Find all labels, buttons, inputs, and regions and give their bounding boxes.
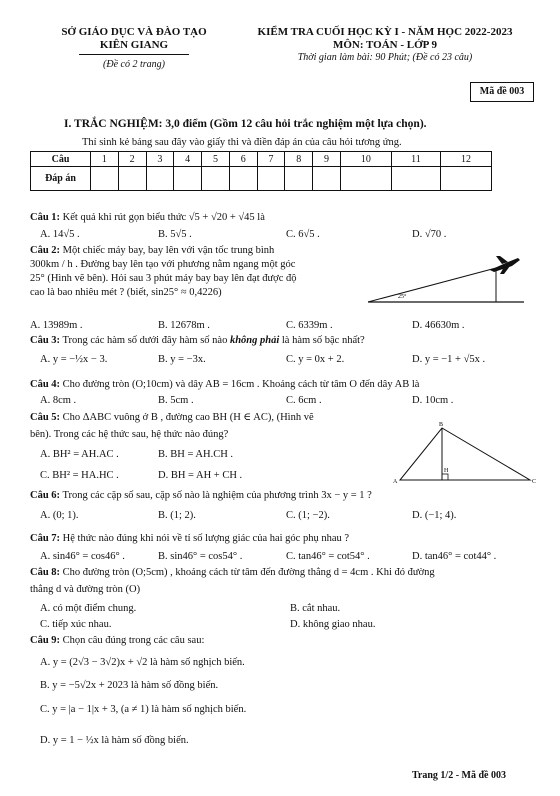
q9-option-c: C. y = |a − 1|x + 3, (a ≠ 1) là hàm số nghịch biến.	[40, 704, 247, 715]
q5-option-d: D. BH = AH + CH .	[158, 470, 243, 481]
q7-option-d: D. tan46° = cot44° .	[412, 551, 497, 562]
answer-col-number: 3	[146, 152, 174, 167]
answer-col-number: 12	[441, 152, 492, 167]
question-6	[30, 490, 372, 501]
question-5	[30, 411, 390, 442]
question-3	[30, 335, 365, 346]
vertex-label-b: B	[439, 422, 444, 428]
question-text: Một chiếc máy bay, bay lên với vận tốc trung bình	[62, 245, 275, 256]
answer-col-number: 10	[340, 152, 391, 167]
question-emphasis: không phải	[229, 335, 280, 346]
question-label: Câu 1:	[30, 212, 61, 223]
answer-col-number: 11	[391, 152, 440, 167]
answer-cell	[391, 167, 440, 191]
q7-option-c: C. tan46° = cot54° .	[286, 551, 370, 562]
question-label: Câu 4:	[30, 379, 61, 390]
answer-col-number: 1	[91, 152, 119, 167]
answer-table	[30, 151, 492, 191]
q9-option-a: A. y = (2√3 − 3√2)x + √2 là hàm số nghịch biến.	[40, 657, 245, 668]
exam-title: KIỂM TRA CUỐI HỌC KỲ I - NĂM HỌC 2022-2023	[257, 26, 513, 38]
answer-col-number: 5	[202, 152, 230, 167]
q4-option-c: C. 6cm .	[286, 395, 322, 406]
question-label: Câu 8:	[30, 567, 61, 578]
answer-col-number: 9	[313, 152, 341, 167]
q7-option-a: A. sin46° = cos46° .	[40, 551, 125, 562]
answer-table-header: Câu	[31, 152, 91, 167]
answer-cell	[340, 167, 391, 191]
answer-cell	[313, 167, 341, 191]
question-label: Câu 7:	[30, 533, 61, 544]
question-label: Câu 3:	[30, 335, 61, 346]
q2-option-a: A. 13989m .	[30, 320, 83, 331]
q2-option-b: B. 12678m .	[158, 320, 210, 331]
question-text: cao là bao nhiêu mét ? (biết, sin25° ≈ 0,4226)	[30, 287, 222, 298]
page-footer: Trang 1/2 - Mã đề 003	[412, 770, 506, 781]
answer-cell	[91, 167, 119, 191]
triangle-figure	[390, 420, 540, 486]
q1-option-b: B. 5√5 .	[158, 229, 192, 240]
angle-label: 25°	[398, 294, 407, 300]
question-text: Cho đường tròn (O;5cm) , khoảng cách từ tâm đến đường thẳng d = 4cm . Khi đó đường	[62, 567, 435, 578]
subject: MÔN: TOÁN - LỚP 9	[332, 39, 438, 51]
question-2	[30, 244, 360, 300]
question-text: Cho đường tròn (O;10cm) và dây AB = 16cm . Khoảng cách từ tâm O đến dây AB là	[62, 379, 420, 390]
q8-option-a: A. có một điểm chung.	[40, 603, 137, 614]
q6-option-d: D. (−1; 4).	[412, 510, 457, 521]
question-text: Cho ΔABC vuông ở B , đường cao BH (H ∈ AC), (Hình vẽ	[62, 412, 314, 423]
q4-option-b: B. 5cm .	[158, 395, 194, 406]
answer-cell	[441, 167, 492, 191]
q1-option-c: C. 6√5 .	[286, 229, 320, 240]
answer-col-number: 4	[174, 152, 202, 167]
flight-path	[368, 268, 496, 302]
question-text: Trong các hàm số dưới đây hàm số nào	[62, 335, 230, 346]
question-text: 25° (Hình vẽ bên). Hỏi sau 3 phút máy bay bay lên đạt được độ	[30, 273, 297, 284]
section-subtitle: Thí sinh kẻ bảng sau đây vào giấy thi và điền đáp án của câu hỏi tương ứng.	[82, 137, 402, 148]
q7-option-b: B. sin46° = cos54° .	[158, 551, 243, 562]
q3-option-b: B. y = −3x.	[158, 354, 206, 365]
vertex-label-a: A	[393, 479, 398, 485]
question-4	[30, 379, 419, 390]
q8-option-d: D. không giao nhau.	[290, 619, 376, 630]
question-text: Trong các cặp số sau, cặp số nào là nghiệm của phương trình 3x − y = 1 ?	[62, 490, 372, 501]
question-text: thẳng d và đường tròn (O)	[30, 584, 141, 595]
header-left	[44, 26, 224, 70]
question-text: Kết quả khi rút gọn biểu thức √5 + √20 + √45 là	[62, 212, 265, 223]
q1-option-d: D. √70 .	[412, 229, 447, 240]
q9-option-b: B. y = −5√2x + 2023 là hàm số đồng biến.	[40, 680, 219, 691]
header-divider	[79, 54, 189, 55]
question-8	[30, 566, 540, 597]
question-label: Câu 2:	[30, 245, 61, 256]
exam-code-box: Mã đề 003	[470, 82, 534, 102]
answer-col-number: 2	[118, 152, 146, 167]
dept-name: SỞ GIÁO DỤC VÀ ĐÀO TẠO	[61, 26, 207, 38]
question-9	[30, 635, 204, 646]
pages-note: (Đề có 2 trang)	[103, 59, 165, 70]
q5-option-a: A. BH² = AH.AC .	[40, 449, 119, 460]
question-text: bên). Trong các hệ thức sau, hệ thức nào đúng?	[30, 429, 229, 440]
question-label: Câu 6:	[30, 490, 61, 501]
answer-col-number: 8	[285, 152, 313, 167]
q6-option-c: C. (1; −2).	[286, 510, 330, 521]
question-text: Chọn câu đúng trong các câu sau:	[62, 635, 205, 646]
q1-option-a: A. 14√5 .	[40, 229, 80, 240]
q4-option-a: A. 8cm .	[40, 395, 77, 406]
q5-option-c: C. BH² = HA.HC .	[40, 470, 119, 481]
question-text: Hệ thức nào đúng khi nói về tỉ số lượng giác của hai góc phụ nhau ?	[62, 533, 350, 544]
q3-option-a: A. y = −½x − 3.	[40, 354, 108, 365]
province-name: KIÊN GIANG	[99, 39, 169, 51]
vertex-label-h: H	[444, 468, 449, 474]
airplane-figure	[362, 248, 532, 308]
answer-col-number: 6	[229, 152, 257, 167]
airplane-icon	[490, 256, 520, 274]
q6-option-b: B. (1; 2).	[158, 510, 196, 521]
q8-option-b: B. cắt nhau.	[290, 603, 341, 614]
q6-option-a: A. (0; 1).	[40, 510, 79, 521]
triangle-abc	[400, 428, 530, 480]
answer-cell	[202, 167, 230, 191]
q2-option-d: D. 46630m .	[412, 320, 465, 331]
answer-col-number: 7	[257, 152, 285, 167]
question-1	[30, 212, 265, 223]
question-label: Câu 5:	[30, 412, 61, 423]
answer-cell	[229, 167, 257, 191]
q9-option-d: D. y = 1 − ½x là hàm số đồng biến.	[40, 735, 189, 746]
q2-option-c: C. 6339m .	[286, 320, 333, 331]
answer-cell	[257, 167, 285, 191]
q8-option-c: C. tiếp xúc nhau.	[40, 619, 112, 630]
answer-cell	[285, 167, 313, 191]
vertex-label-c: C	[532, 479, 537, 485]
answer-cell	[174, 167, 202, 191]
q3-option-c: C. y = 0x + 2.	[286, 354, 345, 365]
right-angle-mark	[442, 474, 448, 480]
time-note: Thời gian làm bài: 90 Phút; (Đề có 23 câu)	[297, 52, 473, 63]
question-label: Câu 9:	[30, 635, 61, 646]
answer-cell	[146, 167, 174, 191]
header-right	[236, 26, 534, 63]
q4-option-d: D. 10cm .	[412, 395, 454, 406]
question-text: 300km / h . Đường bay lên tạo với phương nằm ngang một góc	[30, 259, 296, 270]
section-title: I. TRẮC NGHIỆM: 3,0 điểm (Gồm 12 câu hỏi trắc nghiệm một lựa chọn).	[64, 118, 427, 130]
q5-option-b: B. BH = AH.CH .	[158, 449, 234, 460]
question-7	[30, 533, 349, 544]
answer-row-header: Đáp án	[31, 167, 91, 191]
answer-cell	[118, 167, 146, 191]
q3-option-d: D. y = −1 + √5x .	[412, 354, 486, 365]
question-text: là hàm số bậc nhất?	[279, 335, 365, 346]
